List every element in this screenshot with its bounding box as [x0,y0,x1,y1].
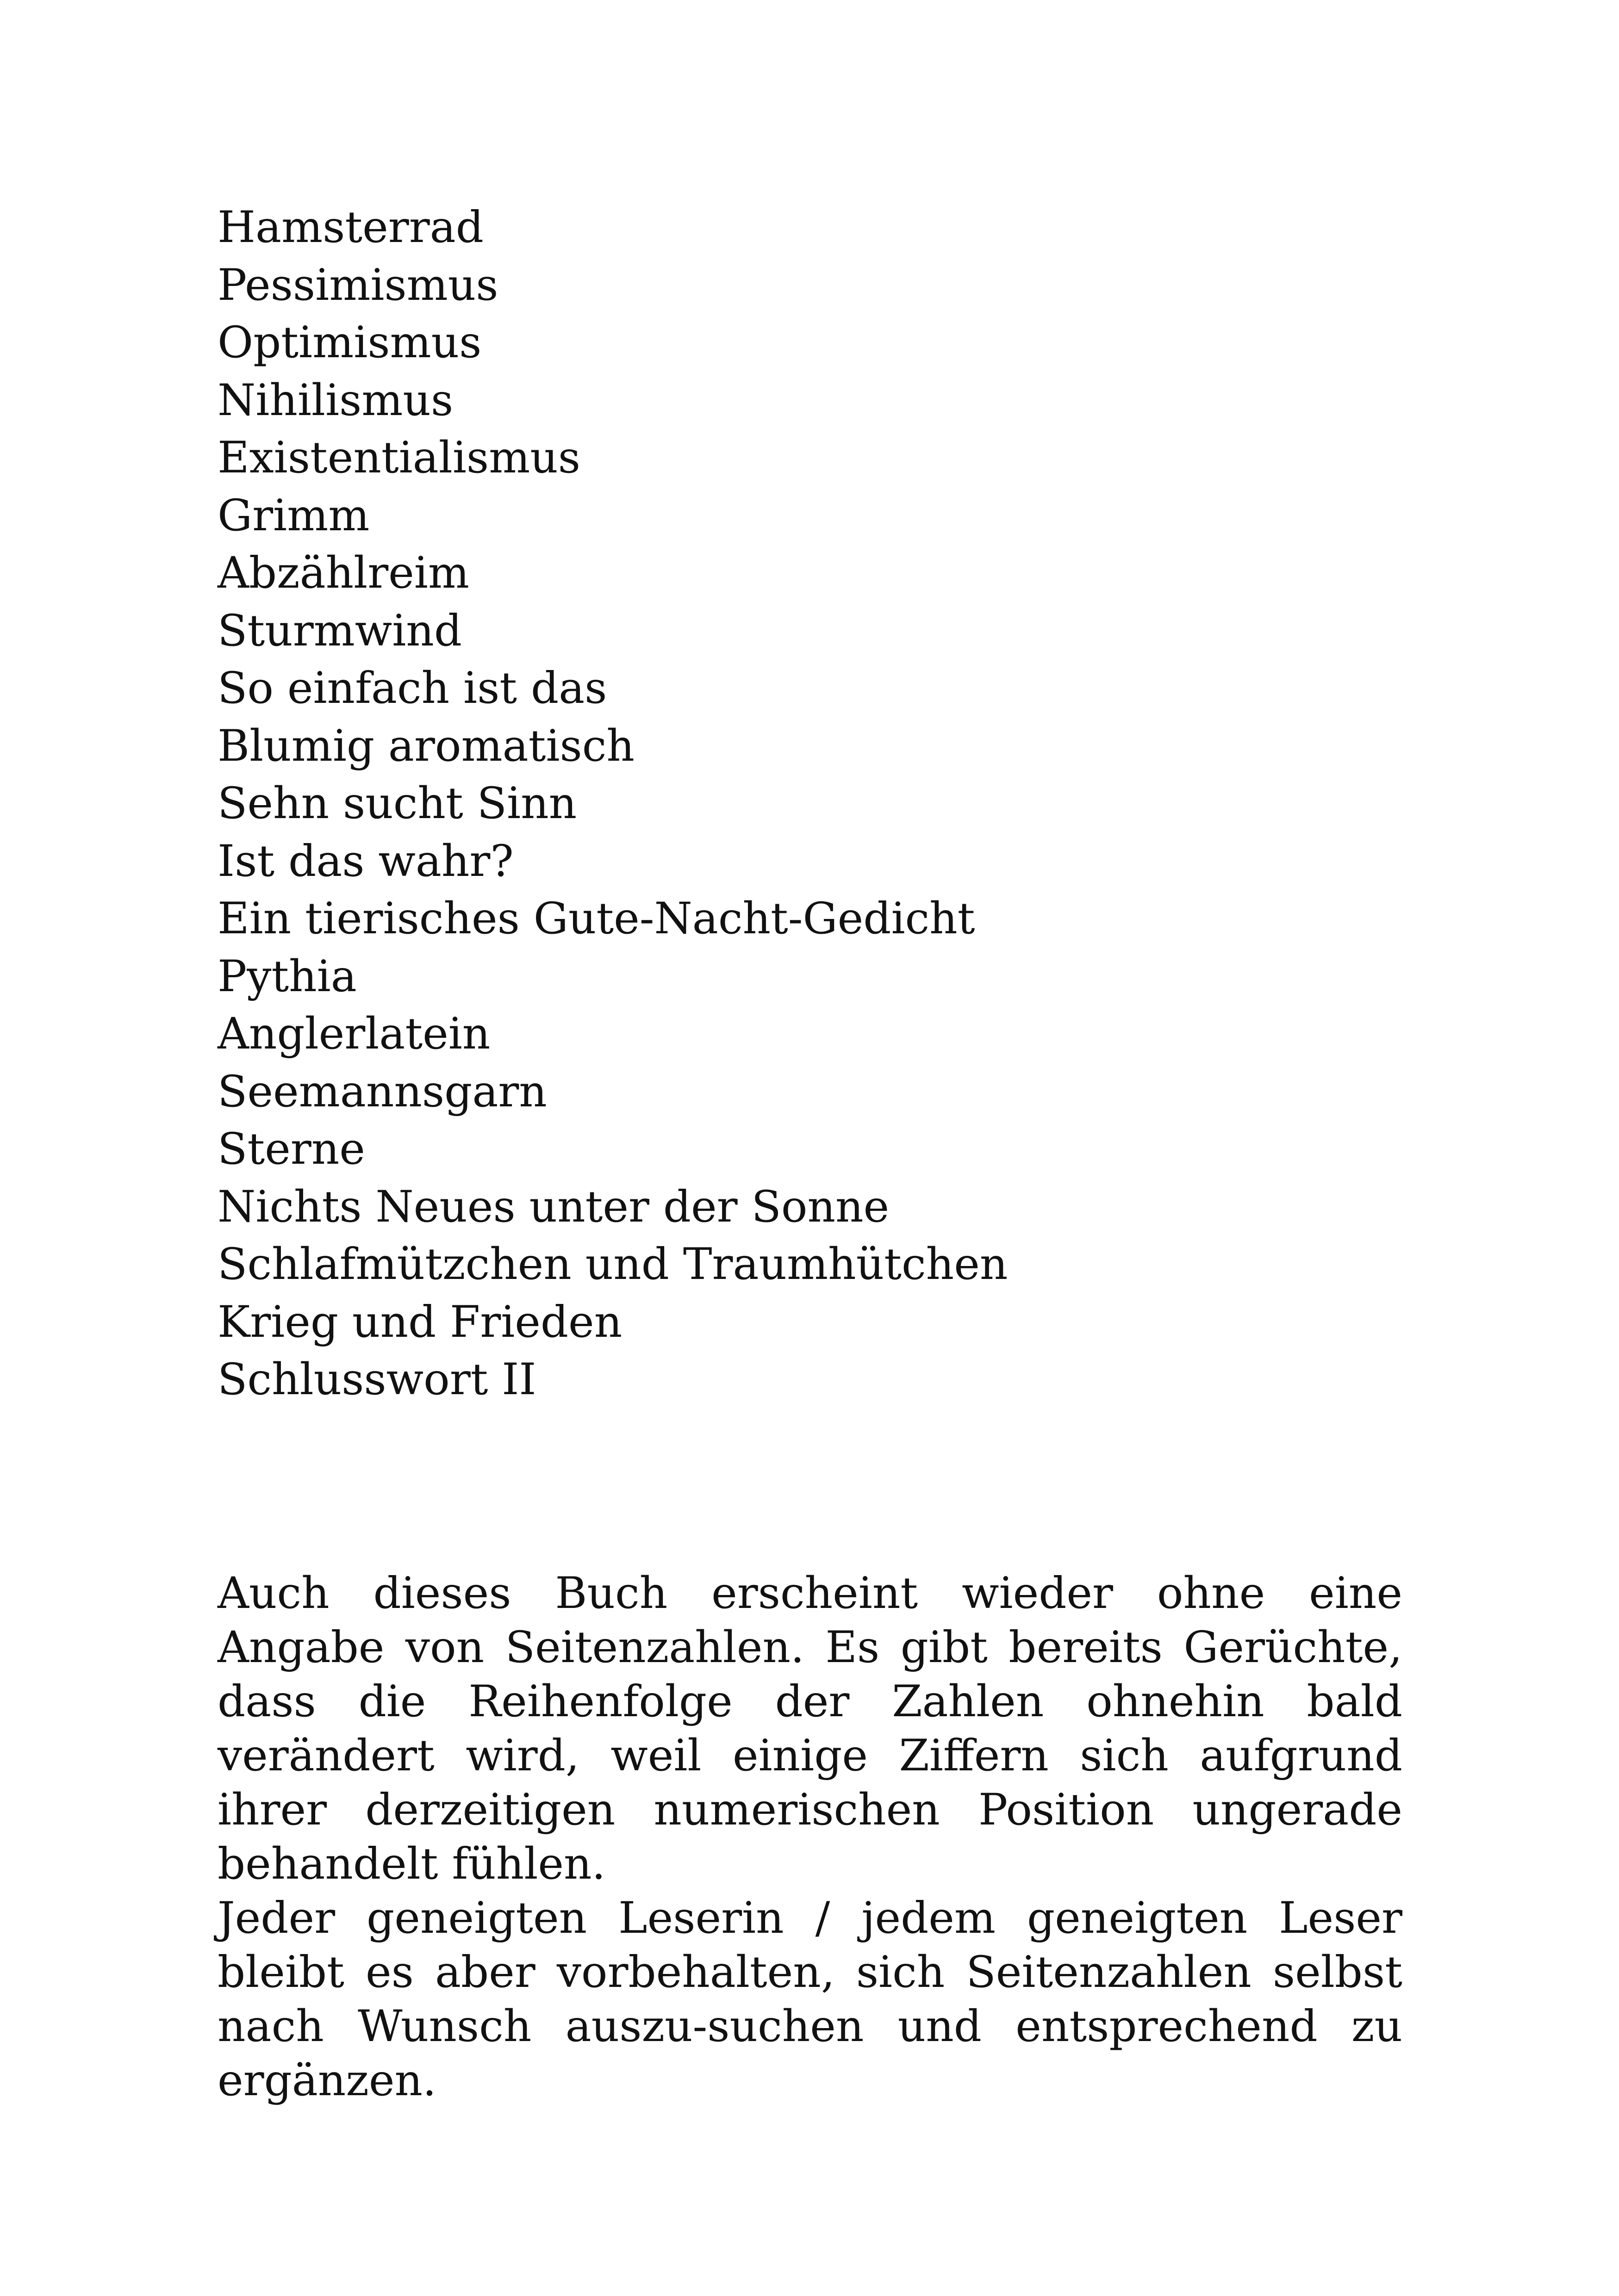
toc-item: Sterne [218,1124,365,1174]
toc-item: Grimm [218,490,370,541]
toc-item: Schlafmützchen und Traumhütchen [218,1239,1008,1290]
toc-item: Pessimismus [218,260,498,310]
toc-item: Abzählreim [218,548,469,598]
toc-item: Nihilismus [218,375,454,426]
toc-item: Existentialismus [218,433,581,483]
table-of-contents [218,199,1421,1409]
toc-item: Pythia [218,951,357,1002]
toc-item: Hamsterrad [218,202,484,253]
toc-item: Optimismus [218,317,482,368]
page-number-note [218,1566,1402,2108]
toc-item: So einfach ist das [218,663,607,714]
toc-item: Sturmwind [218,605,462,656]
toc-item: Seemannsgarn [218,1066,547,1117]
toc-item: Blumig aromatisch [218,720,635,771]
note-paragraph-2: Jeder geneigten Leserin / jedem geneigten Leser bleibt es aber vorbehalten, sich Seitenzahlen selbst nach Wunsch auszu-suchen und entsprechend zu ergänzen. [218,1893,1402,2106]
toc-item: Schlusswort II [218,1354,536,1405]
toc-item: Sehn sucht Sinn [218,778,577,829]
toc-item: Nichts Neues unter der Sonne [218,1181,890,1232]
toc-item: Ist das wahr? [218,836,514,887]
note-paragraph-1: Auch dieses Buch erscheint wieder ohne eine Angabe von Seitenzahlen. Es gibt bereits Gerüchte, dass die Reihenfolge der Zahlen ohnehin bald verändert wird, weil einige Ziffern sich aufgrund ihrer derzeitigen numerischen Position ungerade behandelt fühlen. [218,1568,1402,1889]
toc-item: Anglerlatein [218,1009,491,1059]
toc-item: Ein tierisches Gute-Nacht-Gedicht [218,894,975,944]
toc-item: Krieg und Frieden [218,1297,623,1347]
